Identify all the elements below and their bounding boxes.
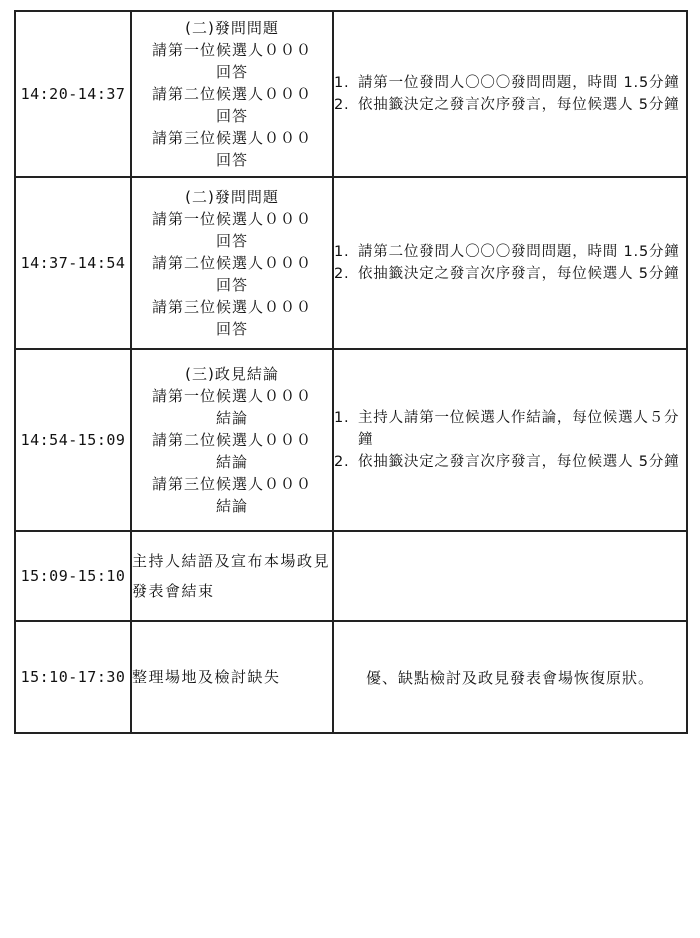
request-line: 請第一位候選人０００: [151, 210, 312, 228]
time-cell: 15:10-17:30: [15, 621, 131, 733]
notes-cell: [333, 11, 687, 177]
action-line: 回答: [215, 232, 248, 250]
notes-cell: 優、缺點檢討及政見發表會場恢復原狀。: [333, 621, 687, 733]
notes-cell: [333, 177, 687, 349]
note-text: 主持人請第一位候選人作結論，每位候選人５分鐘: [358, 410, 680, 448]
request-line: 請第一位候選人０００: [151, 387, 312, 405]
notes-cell: [333, 531, 687, 621]
table-row: [15, 621, 687, 733]
note-number: 1.: [334, 75, 350, 91]
request-line: 請第一位候選人０００: [151, 41, 312, 59]
request-line: 請第三位候選人０００: [151, 475, 312, 493]
action-line: 回答: [215, 107, 248, 125]
note-number: 1.: [334, 244, 350, 260]
action-line: 結論: [215, 409, 248, 427]
note-text: 請第二位發問人〇〇〇發問問題，時間 1.5分鐘: [358, 244, 680, 260]
note-number: 2.: [334, 266, 350, 282]
time-cell: 15:09-15:10: [15, 531, 131, 621]
action-line: 結論: [215, 497, 248, 515]
request-line: 請第三位候選人０００: [151, 298, 312, 316]
request-line: 請第三位候選人０００: [151, 129, 312, 147]
agenda-cell: [131, 349, 333, 531]
table-row: [15, 531, 687, 621]
agenda-cell: [131, 11, 333, 177]
note-number: 2.: [334, 454, 350, 470]
time-cell: 14:20-14:37: [15, 11, 131, 177]
action-line: 回答: [215, 63, 248, 81]
note-item: [334, 407, 686, 451]
task-cell: 整理場地及檢討缺失: [131, 621, 333, 733]
section-title: (二)發問問題: [185, 188, 279, 206]
action-line: 結論: [215, 453, 248, 471]
request-line: 請第二位候選人０００: [151, 254, 312, 272]
table-row: [15, 349, 687, 531]
table-row: [15, 11, 687, 177]
action-line: 回答: [215, 276, 248, 294]
note-text: 依抽籤決定之發言次序發言，每位候選人 5分鐘: [358, 97, 680, 113]
note-text: 依抽籤決定之發言次序發言，每位候選人 5分鐘: [358, 266, 680, 282]
agenda-cell: [131, 177, 333, 349]
note-text: 請第一位發問人〇〇〇發問問題，時間 1.5分鐘: [358, 75, 680, 91]
note-number: 1.: [334, 410, 350, 426]
note-item: [334, 94, 686, 116]
note-item: [334, 72, 686, 94]
notes-cell: [333, 349, 687, 531]
time-cell: 14:54-15:09: [15, 349, 131, 531]
note-item: [334, 263, 686, 285]
task-cell: 主持人結語及宣布本場政見發表會結束: [131, 531, 333, 621]
note-text: 依抽籤決定之發言次序發言，每位候選人 5分鐘: [358, 454, 680, 470]
note-item: [334, 451, 686, 473]
schedule-table: [14, 10, 688, 734]
time-cell: 14:37-14:54: [15, 177, 131, 349]
note-number: 2.: [334, 97, 350, 113]
action-line: 回答: [215, 320, 248, 338]
note-item: [334, 241, 686, 263]
section-title: (二)發問問題: [185, 19, 279, 37]
section-title: (三)政見結論: [185, 365, 279, 383]
table-row: [15, 177, 687, 349]
action-line: 回答: [215, 151, 248, 169]
request-line: 請第二位候選人０００: [151, 85, 312, 103]
request-line: 請第二位候選人０００: [151, 431, 312, 449]
